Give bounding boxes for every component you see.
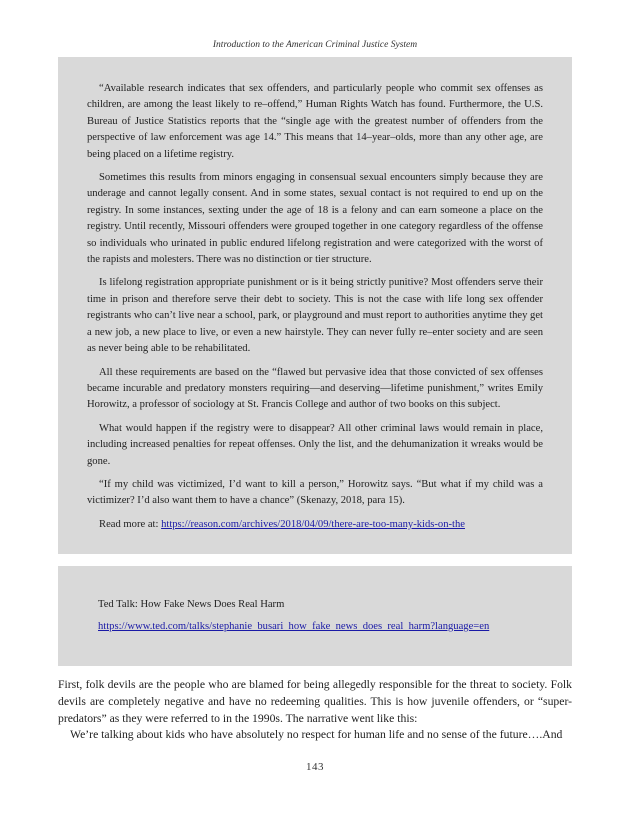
body-paragraph: First, folk devils are the people who are blamed for being allegedly responsible for the threat to society. Folk devils are completely negative and have no redeeming qualities. This is how juvenile offenders, or “super-predators” as they were referred to in the 1990s. The narrative went like this: [58, 678, 572, 725]
quote-paragraph: “Available research indicates that sex offenders, and particularly people who commit sex offenses as children, are among the least likely to re–offend,” Human Rights Watch has found. Furthermore, the U.S. Bureau of Justice Statistics reports that the “single age with the greatest number of offenders from the perspective of law enforcement was age 14.” This means that 14–year–olds, more than any other age, are being placed on a lifetime registry. [87, 83, 543, 160]
read-more-line [87, 517, 543, 533]
page-number: 143 [306, 761, 324, 773]
ted-talk-title: Ted Talk: How Fake News Does Real Harm [98, 599, 285, 610]
read-more-link[interactable]: https://reason.com/archives/2018/04/09/there-are-too-many-kids-on-the [161, 518, 465, 530]
ted-talk-content [98, 597, 538, 635]
ted-talk-link[interactable]: https://www.ted.com/talks/stephanie_busari_how_fake_news_does_real_harm?language=en [98, 621, 490, 632]
quote-paragraph: Is lifelong registration appropriate punishment or is it being strictly punitive? Most offenders serve their time in prison and therefore serve their debt to society. This is not the case with life long sex offender registrants who can’t live near a school, park, or playground and must report to authorities anytime they get a new job, a new place to live, or even a new hairstyle. They can never fully re–enter society and are seen as never being able to be rehabilitated. [87, 277, 543, 355]
ted-talk-box [58, 566, 572, 666]
quote-paragraph: “If my child was victimized, I’d want to kill a person,” Horowitz says. “But what if my child was a victimizer? I’d also want them to have a chance” (Skenazy, 2018, para 15). [87, 478, 543, 507]
quote-paragraph: What would happen if the registry were to disappear? All other criminal laws would remain in place, including increased penalties for repeat offenses. Only the list, and the dehumanization it wreaks would be gone. [87, 422, 543, 467]
body-paragraph-continuation: We’re talking about kids who have absolutely no respect for human life and no sense of the future….And [70, 728, 563, 742]
quote-paragraph: All these requirements are based on the “flawed but pervasive idea that those convicted of sex offenses became incurable and predatory monsters requiring—and deserving—lifetime punishment,” writes Emily Horowitz, a professor of sociology at St. Francis College and author of two books on this subject. [87, 366, 543, 411]
body-text [58, 677, 572, 744]
quote-box-content [87, 81, 543, 540]
read-more-label: Read more at: [99, 518, 162, 530]
quote-box [58, 57, 572, 554]
quote-paragraph: Sometimes this results from minors engaging in consensual sexual encounters simply because they are underage and cannot legally consent. And in some states, sexual contact is not required to end up on the registry. In some instances, sexting under the age of 18 is a felony and can earn someone a place on the registry. Until recently, Missouri offenders were grouped together in one category regardless of the offense so individuals who urinated in public endured lifelong registration and were categorized with the worst of the rapists and molesters. There was no distinction or tier structure. [87, 172, 543, 266]
running-header: Introduction to the American Criminal Justice System [212, 40, 418, 50]
